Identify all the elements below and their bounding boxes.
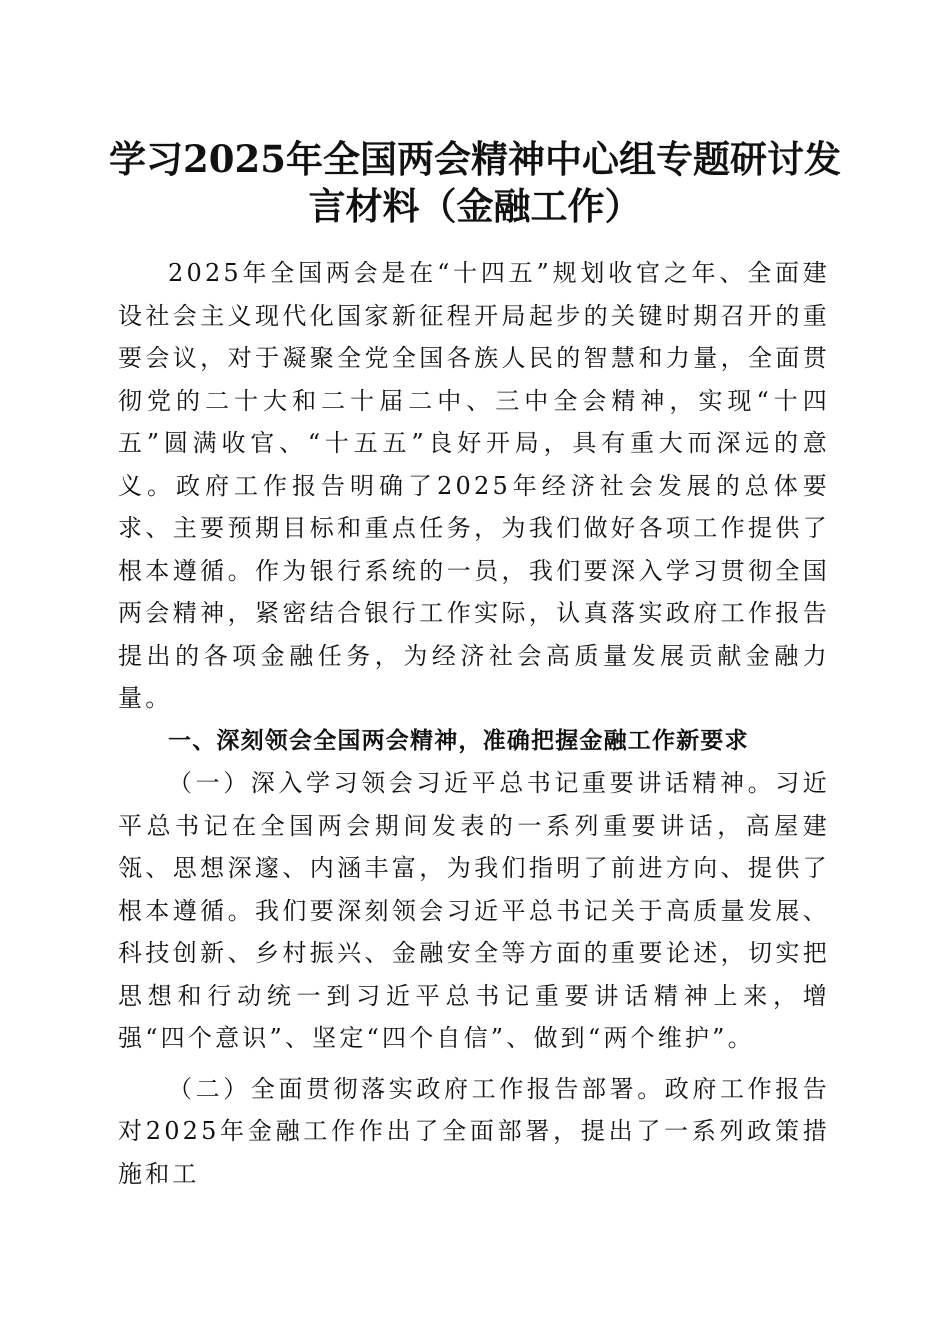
subsection-paragraph-2	[118, 1068, 830, 1196]
subsection-lead-1: （一）深入学习领会习近平总书记重要讲话精神。	[168, 769, 776, 797]
document-title	[100, 136, 850, 230]
subsection-paragraph-1	[118, 762, 830, 1060]
document-body	[118, 252, 830, 1195]
subsection-body-2: 政府工作报告对2025年金融工作作出了全面部署，提出了一系列政策措施和工	[118, 1074, 830, 1188]
subsection-body-1: 习近平总书记在全国两会期间发表的一系列重要讲话，高屋建瓴、思想深邃、内涵丰富，为我们指明了前进方向、提供了根本遵循。我们要深刻领会习近平总书记关于高质量发展、科技创新、乡村振兴、金融安全等方面的重要论述，切实把思想和行动统一到习近平总书记重要讲话精神上来，增强“四个意识”、坚定“四个自信”、做到“两个维护”。	[118, 769, 830, 1052]
title-line-2: 言材料（金融工作）	[308, 184, 642, 228]
title-line-1: 学习2025年全国两会精神中心组专题研讨发	[109, 137, 841, 181]
intro-paragraph: 2025年全国两会是在“十四五”规划收官之年、全面建设社会主义现代化国家新征程开局起步的关键时期召开的重要会议，对于凝聚全党全国各族人民的智慧和力量，全面贯彻党的二十大和二十届二中、三中全会精神，实现“十四五”圆满收官、“十五五”良好开局，具有重大而深远的意义。政府工作报告明确了2025年经济社会发展的总体要求、主要预期目标和重点任务，为我们做好各项工作提供了根本遵循。作为银行系统的一员，我们要深入学习贯彻全国两会精神，紧密结合银行工作实际，认真落实政府工作报告提出的各项金融任务，为经济社会高质量发展贡献金融力量。	[118, 259, 830, 712]
subsection-lead-2: （二）全面贯彻落实政府工作报告部署。	[168, 1074, 665, 1103]
section-heading-1: 一、深刻领会全国两会精神，准确把握金融工作新要求	[168, 727, 749, 754]
